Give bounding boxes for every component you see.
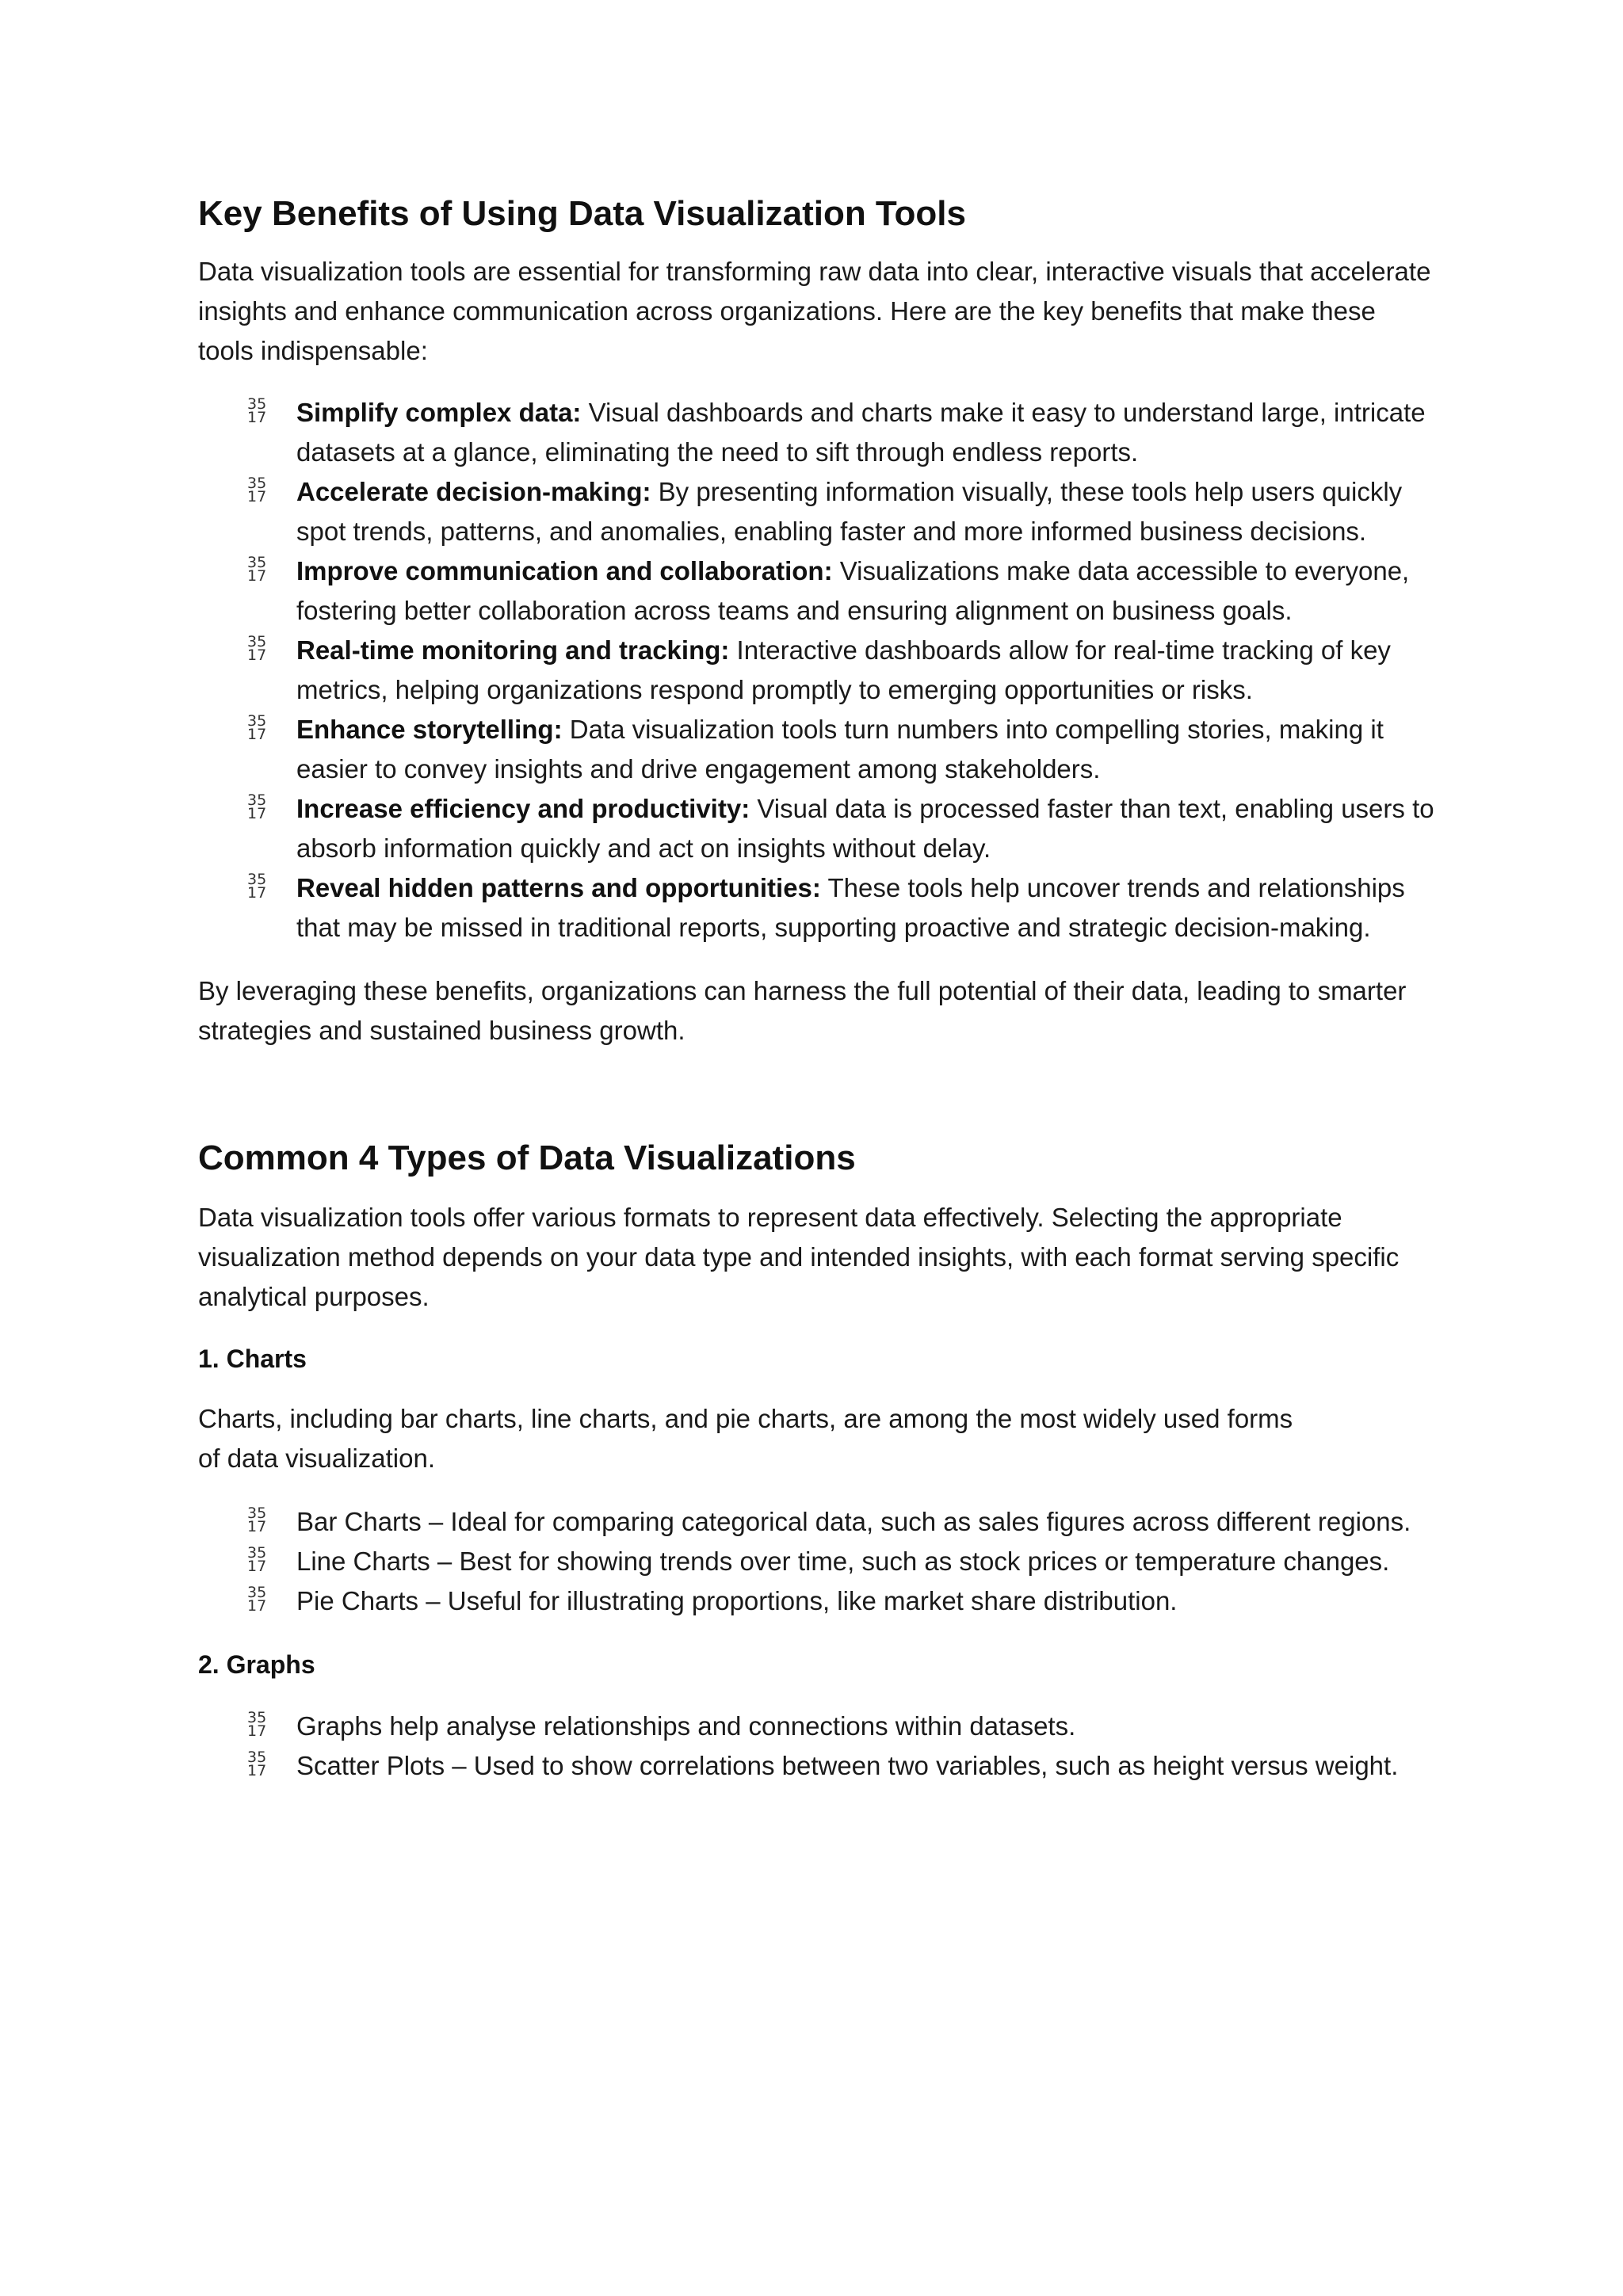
- list-item-text: Line Charts – Best for showing trends over time, such as stock prices or temperature changes.: [296, 1547, 1390, 1576]
- benefit-lead: Enhance storytelling:: [296, 715, 563, 744]
- list-item: [198, 1542, 1434, 1581]
- charts-intro-paragraph: [198, 1399, 1434, 1478]
- bullet-marker-icon: 35 17: [247, 633, 267, 664]
- bullet-marker-icon: 35 17: [247, 554, 267, 585]
- section-title-visualization-types: Common 4 Types of Data Visualizations: [198, 1138, 856, 1177]
- bullet-marker-icon: 35 17: [247, 475, 267, 505]
- list-item: [198, 1502, 1434, 1542]
- list-item: [198, 1746, 1434, 1786]
- list-item-text: Bar Charts – Ideal for comparing categorical data, such as sales figures across different regions.: [296, 1507, 1411, 1536]
- section-title-key-benefits: Key Benefits of Using Data Visualization Tools: [198, 194, 966, 233]
- document-page: [198, 190, 1434, 1786]
- list-item: [198, 1581, 1434, 1621]
- benefits-list: [198, 393, 1434, 948]
- benefit-item: [198, 631, 1434, 710]
- bullet-marker-icon: 35 17: [247, 1709, 267, 1740]
- benefit-item: [198, 551, 1434, 631]
- charts-intro-line: of data visualization.: [198, 1444, 436, 1473]
- benefit-lead: Reveal hidden patterns and opportunities:: [296, 873, 821, 902]
- subheading-charts: 1. Charts: [198, 1344, 307, 1373]
- benefit-lead: Accelerate decision-making:: [296, 477, 651, 506]
- benefit-lead: Improve communication and collaboration:: [296, 556, 833, 585]
- benefit-text: Interactive dashboards allow for real-time tracking of key metrics, helping organizations respond promptly to emerging opportunities or risks.: [296, 635, 1391, 704]
- bullet-marker-icon: 35 17: [247, 1544, 267, 1575]
- graphs-list: [198, 1707, 1434, 1786]
- bullet-marker-icon: 35 17: [247, 712, 267, 743]
- benefit-lead: Increase efficiency and productivity:: [296, 794, 750, 823]
- benefit-item: [198, 789, 1434, 868]
- charts-list: [198, 1502, 1434, 1621]
- benefit-lead: Real-time monitoring and tracking:: [296, 635, 730, 665]
- benefit-item: [198, 868, 1434, 948]
- benefit-item: [198, 710, 1434, 789]
- bullet-marker-icon: 35 17: [247, 1749, 267, 1779]
- list-item: [198, 1707, 1434, 1746]
- subheading-graphs: 2. Graphs: [198, 1650, 315, 1679]
- benefit-text: Data visualization tools turn numbers into compelling stories, making it easier to convey insights and drive engagement among stakeholders.: [296, 715, 1384, 784]
- benefit-text: Visual data is processed faster than text, enabling users to absorb information quickly and act on insights without delay.: [296, 794, 1434, 863]
- benefit-item: [198, 393, 1434, 472]
- bullet-marker-icon: 35 17: [247, 1505, 267, 1535]
- benefit-lead: Simplify complex data:: [296, 398, 582, 427]
- list-item-text: Scatter Plots – Used to show correlations between two variables, such as height versus weight.: [296, 1751, 1399, 1780]
- benefit-text: By presenting information visually, these tools help users quickly spot trends, patterns, and anomalies, enabling faster and more informed business decisions.: [296, 477, 1403, 546]
- bullet-marker-icon: 35 17: [247, 395, 267, 426]
- benefit-text: Visual dashboards and charts make it easy to understand large, intricate datasets at a glance, eliminating the need to sift through endless reports.: [296, 398, 1426, 467]
- bullet-marker-icon: 35 17: [247, 871, 267, 902]
- charts-intro-line: Charts, including bar charts, line charts, and pie charts, are among the most widely used forms: [198, 1404, 1293, 1433]
- bullet-marker-icon: 35 17: [247, 1584, 267, 1615]
- benefit-item: [198, 472, 1434, 551]
- section-intro-paragraph: Data visualization tools offer various formats to represent data effectively. Selecting the appropriate visualization method depends on your data type and intended insights, with each format serving specific analytical purposes.: [198, 1203, 1400, 1311]
- bullet-marker-icon: 35 17: [247, 791, 267, 822]
- section-outro-paragraph: By leveraging these benefits, organizations can harness the full potential of their data, leading to smarter strategies and sustained business growth.: [198, 976, 1407, 1045]
- section-intro-paragraph: Data visualization tools are essential for transforming raw data into clear, interactive visuals that accelerate insights and enhance communication across organizations. Here are the key benefits that make these tools indispensable:: [198, 257, 1431, 365]
- list-item-text: Pie Charts – Useful for illustrating proportions, like market share distribution.: [296, 1586, 1178, 1615]
- list-item-text: Graphs help analyse relationships and connections within datasets.: [296, 1711, 1076, 1741]
- benefit-text: Visualizations make data accessible to everyone, fostering better collaboration across teams and ensuring alignment on business goals.: [296, 556, 1410, 625]
- benefit-text: These tools help uncover trends and relationships that may be missed in traditional reports, supporting proactive and strategic decision-making.: [296, 873, 1405, 942]
